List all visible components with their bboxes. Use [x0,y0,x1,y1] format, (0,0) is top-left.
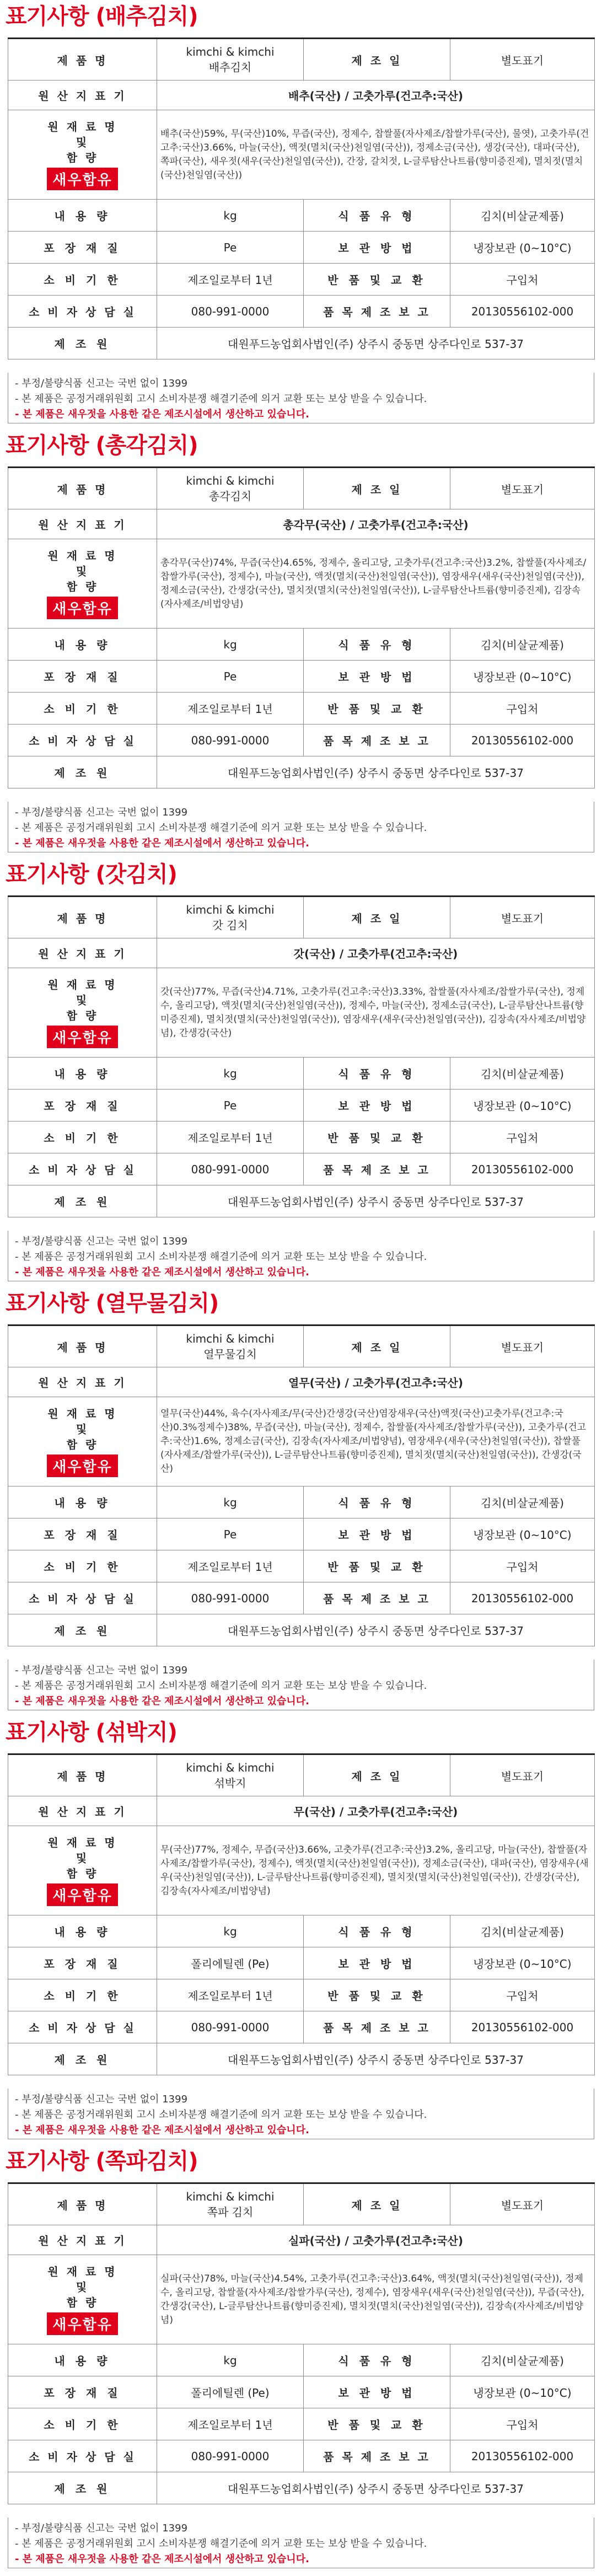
note-shrimp: - 본 제품은 새우젓을 사용한 같은 제조시설에서 생산하고 있습니다. [15,409,309,420]
notes-box [8,802,594,852]
note-shrimp: - 본 제품은 새우젓을 사용한 같은 제조시설에서 생산하고 있습니다. [15,2553,309,2565]
ingredients-label [8,110,157,200]
shrimp-badge: 새우함유 [47,1455,117,1477]
note-shrimp: - 본 제품은 새우젓을 사용한 같은 제조시설에서 생산하고 있습니다. [15,1695,309,1707]
shelf-life-label: 소 비 기 한 [8,1121,157,1153]
product-name-label: 제 품 명 [8,39,157,80]
note-report: - 부정/불량식품 신고는 국번 없이 1399 [15,2094,188,2105]
product-name-label: 제 품 명 [8,1754,157,1796]
ingredients-label [8,2255,157,2344]
returns-label: 반 품 및 교 환 [304,1550,450,1582]
report-no-label: 품 목 제 조 보 고 [304,724,450,756]
origin-label: 원 산 지 표 기 [8,938,157,968]
origin-label: 원 산 지 표 기 [8,1367,157,1397]
storage-value: 냉장보관 (0~10°C) [450,1518,595,1550]
ingredients-label-line1: 원 재 료 명 [47,549,117,562]
food-type-label: 식 품 유 형 [304,1058,450,1090]
ingredients-value: 배추(국산)59%, 무(국산)10%, 무즙(국산), 정제수, 찹쌀풀(자사제조/찹쌀가루(국산), 물엿), 고춧가루(건고추:국산)3.66%, 마늘(국산), 액젓(멸치(국산)천일염(국산)), 정제소금(국산), 생강(국산), 대파(국산), 쪽파(국산), 새우젓(새우(국산)천일염(국산)), 간장, 갈치젓, L-글루탐산나트륨(향미증진제), 멸치젓(멸치(국산)천일염(국산)) [157,110,595,200]
shelf-life-value: 제조일로부터 1년 [157,1979,304,2011]
ingredients-label-line1: 원 재 료 명 [47,978,117,991]
note-shrimp: - 본 제품은 새우젓을 사용한 같은 제조시설에서 생산하고 있습니다. [15,2124,309,2136]
net-weight-label: 내 용 량 [8,2344,157,2376]
report-no-label: 품 목 제 조 보 고 [304,296,450,328]
origin-value: 무(국산) / 고춧가루(건고추:국산) [157,1796,595,1826]
report-no-label: 품 목 제 조 보 고 [304,1582,450,1614]
storage-label: 보 관 방 법 [304,2376,450,2408]
ingredients-label [8,539,157,629]
ingredients-label [8,968,157,1058]
packaging-label: 포 장 재 질 [8,232,157,264]
report-no-value: 20130556102-000 [450,724,595,756]
storage-value: 냉장보관 (0~10°C) [450,661,595,693]
manufacture-date-label: 제 조 일 [304,39,450,80]
label-section-6 [0,2145,602,2574]
returns-label: 반 품 및 교 환 [304,1121,450,1153]
food-type-value: 김치(비살균제품) [450,629,595,661]
ingredients-label-line3: 함 량 [66,1009,99,1022]
manufacture-date-label: 제 조 일 [304,897,450,938]
manufacturer-label: 제 조 원 [8,756,157,788]
food-type-value: 김치(비살균제품) [450,2344,595,2376]
returns-value: 구입처 [450,2408,595,2440]
product-name-value [157,468,304,509]
section-title: 표기사항 (쪽파김치) [6,2149,198,2174]
manufacture-date-label: 제 조 일 [304,1754,450,1796]
food-type-label: 식 품 유 형 [304,1915,450,1947]
packaging-value: 폴리에틸렌 (Pe) [157,1947,304,1979]
net-weight-label: 내 용 량 [8,629,157,661]
label-section-4 [0,1287,602,1716]
product-name-label: 제 품 명 [8,1325,157,1367]
manufacture-date-value: 별도표기 [450,1754,595,1796]
product-name-value [157,39,304,80]
note-exchange: - 본 제품은 공정거래위원회 고시 소비자분쟁 해결기준에 의거 교환 또는 보상 받을 수 있습니다. [15,1680,427,1692]
manufacture-date-label: 제 조 일 [304,2183,450,2225]
packaging-value: Pe [157,232,304,264]
consumer-phone-label: 소 비 자 상 담 실 [8,2440,157,2472]
shelf-life-value: 제조일로부터 1년 [157,693,304,724]
storage-label: 보 관 방 법 [304,232,450,264]
report-no-label: 품 목 제 조 보 고 [304,2011,450,2043]
report-no-value: 20130556102-000 [450,296,595,328]
shrimp-badge: 새우함유 [47,168,117,190]
note-report: - 부정/불량식품 신고는 국번 없이 1399 [15,378,188,389]
label-table [8,1324,595,1646]
origin-value: 열무(국산) / 고춧가루(건고추:국산) [157,1367,595,1397]
origin-value: 실파(국산) / 고춧가루(건고추:국산) [157,2225,595,2255]
ingredients-label-line3: 함 량 [66,1438,99,1451]
shelf-life-value: 제조일로부터 1년 [157,264,304,296]
net-weight-value: kg [157,2344,304,2376]
ingredients-label-line1: 원 재 료 명 [47,1407,117,1420]
consumer-phone-label: 소 비 자 상 담 실 [8,724,157,756]
shrimp-badge: 새우함유 [47,1883,117,1906]
net-weight-label: 내 용 량 [8,200,157,232]
consumer-phone-label: 소 비 자 상 담 실 [8,1153,157,1185]
consumer-phone-label: 소 비 자 상 담 실 [8,2011,157,2043]
packaging-value: Pe [157,1090,304,1121]
shelf-life-label: 소 비 기 한 [8,2408,157,2440]
note-report: - 부정/불량식품 신고는 국번 없이 1399 [15,1236,188,1247]
shelf-life-label: 소 비 기 한 [8,1550,157,1582]
net-weight-label: 내 용 량 [8,1058,157,1090]
product-name: 배추김치 [208,61,252,74]
storage-label: 보 관 방 법 [304,1947,450,1979]
manufacture-date-value: 별도표기 [450,2183,595,2225]
report-no-value: 20130556102-000 [450,1153,595,1185]
ingredients-label-line1: 원 재 료 명 [47,1836,117,1849]
section-title: 표기사항 (총각김치) [6,433,198,458]
origin-label: 원 산 지 표 기 [8,1796,157,1826]
brand-name: kimchi & kimchi [186,1761,275,1774]
brand-name: kimchi & kimchi [186,45,275,58]
food-type-label: 식 품 유 형 [304,629,450,661]
ingredients-value: 총각무(국산)74%, 무즙(국산)4.65%, 정제수, 올리고당, 고춧가루(건고추:국산)3.2%, 찹쌀풀(자사제조/찹쌀가루(국산), 정제수), 마늘(국산), 액젓(멸치(국산)천일염(국산)), 염장새우(새우(국산)천일염(국산)), 정제소금(국산), 간생강(국산), 멸치젓(멸치(국산)천일염(국산)), L-글루탐산나트륨(향미증진제), 김장속(자사제조/비법양념) [157,539,595,629]
manufacturer-value: 대원푸드농업회사법인(주) 상주시 중동면 상주다인로 537-37 [157,756,595,788]
origin-label: 원 산 지 표 기 [8,509,157,539]
returns-value: 구입처 [450,264,595,296]
food-type-label: 식 품 유 형 [304,200,450,232]
note-exchange: - 본 제품은 공정거래위원회 고시 소비자분쟁 해결기준에 의거 교환 또는 보상 받을 수 있습니다. [15,822,427,834]
notes-box [8,2518,594,2568]
packaging-value: 폴리에틸렌 (Pe) [157,2376,304,2408]
manufacturer-value: 대원푸드농업회사법인(주) 상주시 중동면 상주다인로 537-37 [157,1185,595,1217]
packaging-label: 포 장 재 질 [8,1947,157,1979]
manufacture-date-label: 제 조 일 [304,468,450,509]
ingredients-label-line2: 및 [76,136,89,149]
ingredients-label-line2: 및 [76,1423,89,1436]
net-weight-value: kg [157,1058,304,1090]
ingredients-label [8,1397,157,1486]
packaging-value: Pe [157,1518,304,1550]
product-name-label: 제 품 명 [8,2183,157,2225]
shrimp-badge: 새우함유 [47,597,117,619]
food-type-label: 식 품 유 형 [304,1486,450,1518]
manufacturer-value: 대원푸드농업회사법인(주) 상주시 중동면 상주다인로 537-37 [157,2043,595,2075]
returns-value: 구입처 [450,1121,595,1153]
packaging-value: Pe [157,661,304,693]
returns-value: 구입처 [450,1550,595,1582]
manufacturer-value: 대원푸드농업회사법인(주) 상주시 중동면 상주다인로 537-37 [157,2472,595,2504]
manufacture-date-value: 별도표기 [450,897,595,938]
storage-value: 냉장보관 (0~10°C) [450,1090,595,1121]
brand-name: kimchi & kimchi [186,903,275,916]
returns-label: 반 품 및 교 환 [304,1979,450,2011]
brand-name: kimchi & kimchi [186,474,275,487]
manufacturer-label: 제 조 원 [8,1614,157,1646]
net-weight-value: kg [157,200,304,232]
returns-value: 구입처 [450,693,595,724]
label-table [8,1753,595,2075]
consumer-phone-label: 소 비 자 상 담 실 [8,1582,157,1614]
note-shrimp: - 본 제품은 새우젓을 사용한 같은 제조시설에서 생산하고 있습니다. [15,838,309,849]
manufacturer-label: 제 조 원 [8,2043,157,2075]
manufacture-date-value: 별도표기 [450,1325,595,1367]
food-type-value: 김치(비살균제품) [450,1486,595,1518]
origin-value: 갓(국산) / 고춧가루(건고추:국산) [157,938,595,968]
manufacture-date-value: 별도표기 [450,39,595,80]
product-name-label: 제 품 명 [8,468,157,509]
ingredients-value: 갓(국산)77%, 무즙(국산)4.71%, 고춧가루(건고추:국산)3.33%, 찹쌀풀(자사제조/찹쌀가루(국산), 정제수, 올리고당), 액젓(멸치(국산)천일염(국산)), 정제수, 마늘(국산), 정제소금(국산), L-글루탐산나트륨(향미증진제), 멸치젓(멸치(국산)천일염(국산)), 염장새우(새우(국산)천일염(국산)), 김장속(자사제조/비법양념), 간생강(국산) [157,968,595,1058]
notes-box [8,373,594,423]
note-shrimp: - 본 제품은 새우젓을 사용한 같은 제조시설에서 생산하고 있습니다. [15,1266,309,1278]
shelf-life-value: 제조일로부터 1년 [157,1550,304,1582]
report-no-value: 20130556102-000 [450,1582,595,1614]
ingredients-label-line2: 및 [76,1852,89,1865]
shelf-life-value: 제조일로부터 1년 [157,2408,304,2440]
packaging-label: 포 장 재 질 [8,2376,157,2408]
product-name: 갓 김치 [212,919,248,932]
report-no-label: 품 목 제 조 보 고 [304,1153,450,1185]
note-report: - 부정/불량식품 신고는 국번 없이 1399 [15,807,188,818]
ingredients-value: 실파(국산)78%, 마늘(국산)4.54%, 고춧가루(건고추:국산)3.64%, 액젓(멸치(국산)천일염(국산)), 정제수, 올리고당, 찹쌀풀(자사제조/찹쌀가루(국산), 정제수), 염장새우(새우(국산)천일염(국산)), 무즙(국산), 간생강(국산), L-글루탐산나트륨(향미증진제), 멸치젓(멸치(국산)천일염(국산)), 김장속(자사제조/비법양념) [157,2255,595,2344]
consumer-phone-value: 080-991-0000 [157,2011,304,2043]
storage-label: 보 관 방 법 [304,1090,450,1121]
net-weight-label: 내 용 량 [8,1915,157,1947]
ingredients-label-line2: 및 [76,994,89,1007]
section-title: 표기사항 (열무물김치) [6,1291,219,1316]
section-title: 표기사항 (섞박지) [6,1720,177,1745]
note-exchange: - 본 제품은 공정거래위원회 고시 소비자분쟁 해결기준에 의거 교환 또는 보상 받을 수 있습니다. [15,2109,427,2121]
report-no-value: 20130556102-000 [450,2440,595,2472]
food-type-value: 김치(비살균제품) [450,1915,595,1947]
product-name: 총각김치 [208,490,252,503]
consumer-phone-label: 소 비 자 상 담 실 [8,296,157,328]
product-name-value [157,897,304,938]
ingredients-label-line3: 함 량 [66,151,99,164]
storage-value: 냉장보관 (0~10°C) [450,2376,595,2408]
label-section-5 [0,1716,602,2145]
storage-value: 냉장보관 (0~10°C) [450,232,595,264]
shrimp-badge: 새우함유 [47,2312,117,2335]
food-type-value: 김치(비살균제품) [450,200,595,232]
notes-box [8,1660,594,1710]
shelf-life-label: 소 비 기 한 [8,693,157,724]
shelf-life-value: 제조일로부터 1년 [157,1121,304,1153]
consumer-phone-value: 080-991-0000 [157,724,304,756]
label-table [8,37,595,359]
section-title: 표기사항 (갓김치) [6,862,177,887]
net-weight-value: kg [157,629,304,661]
brand-name: kimchi & kimchi [186,2190,275,2203]
ingredients-label-line1: 원 재 료 명 [47,2265,117,2278]
notes-box [8,1231,594,1281]
ingredients-label-line1: 원 재 료 명 [47,120,117,133]
label-table [8,895,595,1217]
manufacturer-value: 대원푸드농업회사법인(주) 상주시 중동면 상주다인로 537-37 [157,1614,595,1646]
packaging-label: 포 장 재 질 [8,661,157,693]
shelf-life-label: 소 비 기 한 [8,264,157,296]
manufacturer-value: 대원푸드농업회사법인(주) 상주시 중동면 상주다인로 537-37 [157,328,595,359]
origin-value: 배추(국산) / 고춧가루(건고추:국산) [157,80,595,110]
brand-name: kimchi & kimchi [186,1332,275,1345]
returns-label: 반 품 및 교 환 [304,2408,450,2440]
product-name-value [157,1325,304,1367]
manufacturer-label: 제 조 원 [8,328,157,359]
note-exchange: - 본 제품은 공정거래위원회 고시 소비자분쟁 해결기준에 의거 교환 또는 보상 받을 수 있습니다. [15,2538,427,2550]
returns-label: 반 품 및 교 환 [304,264,450,296]
manufacturer-label: 제 조 원 [8,1185,157,1217]
shrimp-badge: 새우함유 [47,1026,117,1048]
product-name: 쪽파 김치 [207,2205,254,2219]
ingredients-label [8,1826,157,1915]
origin-value: 총각무(국산) / 고춧가루(건고추:국산) [157,509,595,539]
storage-label: 보 관 방 법 [304,1518,450,1550]
net-weight-value: kg [157,1486,304,1518]
storage-label: 보 관 방 법 [304,661,450,693]
ingredients-value: 열무(국산)44%, 육수(자사제조/무(국산)간생강(국산)염장새우(국산)액젓(국산)고춧가루(건고추:국산)0.3%정제수)38%, 무즙(국산), 마늘(국산), 정제수, 찹쌀풀(자사제조/찹쌀가루(국산)), 고춧가루(건고추:국산)1.6%, 정제소금(국산), 김장속(자사제조/비법양념), 염장새우(새우(국산)천일염(국산)), 찹쌀풀(자사제조/찹쌀가루(국산)), L-글루탐산나트륨(향미증진제), 멸치젓(멸치(국산)천일염(국산)), 간생강(국산) [157,1397,595,1486]
manufacture-date-value: 별도표기 [450,468,595,509]
consumer-phone-value: 080-991-0000 [157,1582,304,1614]
consumer-phone-value: 080-991-0000 [157,2440,304,2472]
note-report: - 부정/불량식품 신고는 국번 없이 1399 [15,1665,188,1676]
origin-label: 원 산 지 표 기 [8,2225,157,2255]
report-no-label: 품 목 제 조 보 고 [304,2440,450,2472]
ingredients-label-line3: 함 량 [66,1867,99,1880]
storage-value: 냉장보관 (0~10°C) [450,1947,595,1979]
food-type-value: 김치(비살균제품) [450,1058,595,1090]
label-section-1 [0,0,602,429]
ingredients-value: 무(국산)77%, 정제수, 무즙(국산)3.66%, 고춧가루(건고추:국산)3.2%, 올리고당, 마늘(국산), 찹쌀풀(자사제조/찹쌀가루(국산), 정제수), 액젓(멸치(국산)천일염(국산)), 정제소금(국산), 대파(국산), 염장새우(새우(국산)천일염(국산)), L-글루탐산나트륨(향미증진제), 멸치젓(멸치(국산)천일염(국산)), 간생강(국산), 김장속(자사제조/비법양념) [157,1826,595,1915]
product-name-value [157,1754,304,1796]
returns-label: 반 품 및 교 환 [304,693,450,724]
ingredients-label-line2: 및 [76,565,89,578]
product-name-label: 제 품 명 [8,897,157,938]
manufacturer-label: 제 조 원 [8,2472,157,2504]
notes-box [8,2089,594,2139]
note-exchange: - 본 제품은 공정거래위원회 고시 소비자분쟁 해결기준에 의거 교환 또는 보상 받을 수 있습니다. [15,1251,427,1263]
consumer-phone-value: 080-991-0000 [157,1153,304,1185]
origin-label: 원 산 지 표 기 [8,80,157,110]
product-name: 섞박지 [214,1777,246,1790]
consumer-phone-value: 080-991-0000 [157,296,304,328]
shelf-life-label: 소 비 기 한 [8,1979,157,2011]
note-report: - 부정/불량식품 신고는 국번 없이 1399 [15,2523,188,2534]
packaging-label: 포 장 재 질 [8,1090,157,1121]
packaging-label: 포 장 재 질 [8,1518,157,1550]
label-section-3 [0,858,602,1287]
ingredients-label-line2: 및 [76,2280,89,2294]
label-table [8,466,595,788]
report-no-value: 20130556102-000 [450,2011,595,2043]
product-name: 열무물김치 [203,1348,257,1361]
net-weight-label: 내 용 량 [8,1486,157,1518]
manufacture-date-label: 제 조 일 [304,1325,450,1367]
ingredients-label-line3: 함 량 [66,580,99,593]
food-type-label: 식 품 유 형 [304,2344,450,2376]
returns-value: 구입처 [450,1979,595,2011]
product-name-value [157,2183,304,2225]
note-exchange: - 본 제품은 공정거래위원회 고시 소비자분쟁 해결기준에 의거 교환 또는 보상 받을 수 있습니다. [15,393,427,405]
section-title: 표기사항 (배추김치) [6,4,198,29]
label-section-2 [0,429,602,858]
label-table [8,2182,595,2504]
ingredients-label-line3: 함 량 [66,2296,99,2309]
net-weight-value: kg [157,1915,304,1947]
